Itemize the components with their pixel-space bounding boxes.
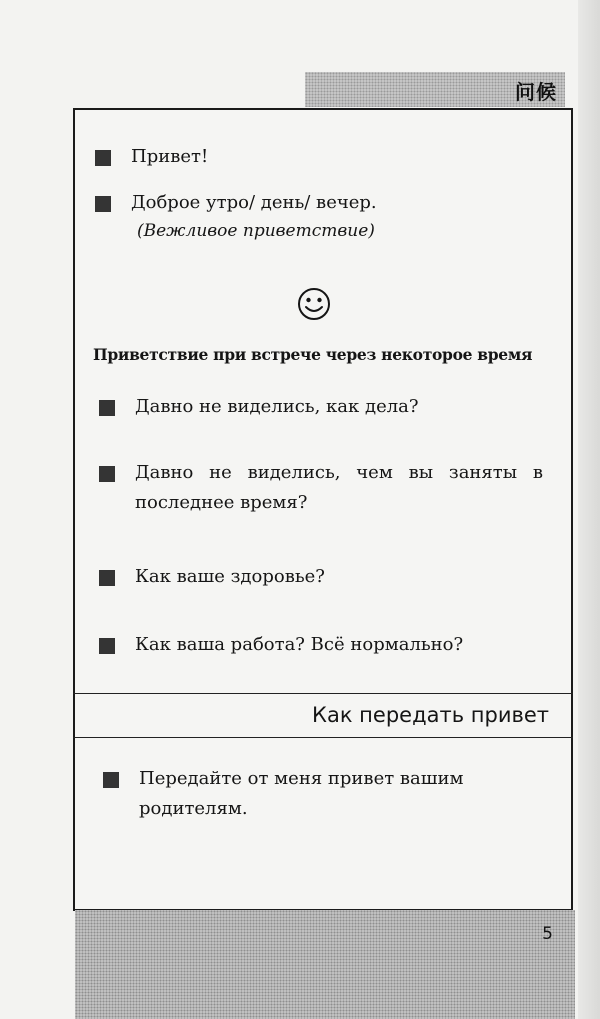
bullet-square-icon <box>99 570 115 586</box>
subsection-header <box>73 693 573 738</box>
page-number: 5 <box>542 924 553 944</box>
phrase-note: (Вежливое приветствие) <box>137 221 375 241</box>
bullet-square-icon <box>95 150 111 166</box>
smiley-face-icon <box>297 287 331 321</box>
bullet-square-icon <box>103 772 119 788</box>
phrase-text: Как ваша работа? Всё нормально? <box>135 634 464 655</box>
phrase-text: Доброе утро/ день/ вечер. <box>131 192 377 213</box>
phrase-item <box>99 630 561 660</box>
phrase-text: Давно не виделись, чем вы заняты в последнее время? <box>135 462 543 513</box>
bullet-square-icon <box>95 196 111 212</box>
phrase-item <box>99 562 561 592</box>
phrase-item <box>103 764 491 824</box>
bullet-square-icon <box>99 466 115 482</box>
subsection-title: Как передать привет <box>312 703 549 727</box>
header-band <box>305 72 565 107</box>
phrase-item <box>99 458 543 518</box>
phrase-text: Как ваше здоровье? <box>135 566 325 587</box>
phrase-text: Передайте от меня привет вашим родителям. <box>139 768 464 819</box>
phrase-item <box>95 142 561 172</box>
phrase-item <box>99 392 561 422</box>
bullet-square-icon <box>99 638 115 654</box>
footer-band <box>75 910 575 1019</box>
page-edge <box>578 0 600 1019</box>
phrase-text: Давно не виделись, как дела? <box>135 396 419 417</box>
phrase-item <box>95 188 561 218</box>
bullet-square-icon <box>99 400 115 416</box>
section-title: Приветствие при встрече через некоторое время <box>93 345 533 364</box>
phrase-text: Привет! <box>131 146 209 167</box>
chapter-title: 问候 <box>515 80 557 104</box>
